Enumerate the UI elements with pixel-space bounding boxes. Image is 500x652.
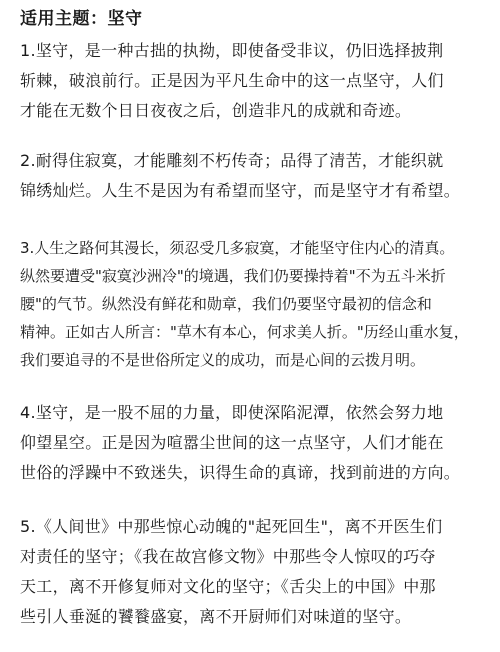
paragraph-line: 我们要追寻的不是世俗所定义的成功，而是心间的云拨月明。 [20, 351, 426, 369]
paragraph-line: 天工，离不开修复师对文化的坚守；《舌尖上的中国》中那 [20, 577, 436, 596]
paragraph-line: 3.人生之路何其漫长，须忍受几多寂寞，才能坚守住内心的清真。 [20, 239, 455, 257]
paragraph-line: 腰"的气节。纵然没有鲜花和勋章，我们仍要坚守最初的信念和 [20, 295, 432, 313]
paragraph-4 [20, 398, 478, 488]
paragraph-2 [20, 146, 478, 206]
paragraph-1 [20, 36, 478, 126]
paragraph-line: 纵然要遭受"寂寞沙洲冷"的境遇，我们仍要操持着"不为五斗米折 [20, 267, 446, 285]
paragraph-line: 仰望星空。正是因为喧嚣尘世间的这一点坚守，人们才能在 [20, 433, 444, 452]
paragraph-line: 1.坚守，是一种古拙的执拗，即使备受非议，仍旧选择披荆 [20, 41, 444, 60]
paragraph-line: 精神。正如古人所言："草木有本心，何求美人折。"历经山重水复， [20, 323, 469, 341]
paragraph-line: 锦绣灿烂。人生不是因为有希望而坚守，而是坚守才有希望。 [20, 181, 461, 200]
paragraph-line: 些引人垂涎的饕餮盛宴，离不开厨师们对味道的坚守。 [20, 607, 412, 626]
paragraph-line: 2.耐得住寂寞，才能雕刻不朽传奇；品得了清苦，才能织就 [20, 151, 444, 170]
paragraph-3 [20, 234, 478, 374]
paragraph-line: 对责任的坚守；《我在故宫修文物》中那些令人惊叹的巧夺 [20, 547, 436, 566]
paragraph-line: 世俗的浮躁中不致迷失，识得生命的真谛，找到前进的方向。 [20, 463, 461, 482]
paragraph-line: 才能在无数个日日夜夜之后，创造非凡的成就和奇迹。 [20, 101, 412, 120]
paragraph-line: 斩棘，破浪前行。正是因为平凡生命中的这一点坚守，人们 [20, 71, 444, 90]
page-title: 适用主题：坚守 [20, 9, 143, 29]
paragraph-line: 5.《人间世》中那些惊心动魄的"起死回生"，离不开医生们 [20, 517, 443, 536]
paragraph-line: 4.坚守，是一股不屈的力量，即使深陷泥潭，依然会努力地 [20, 403, 444, 422]
paragraph-5 [20, 512, 478, 632]
